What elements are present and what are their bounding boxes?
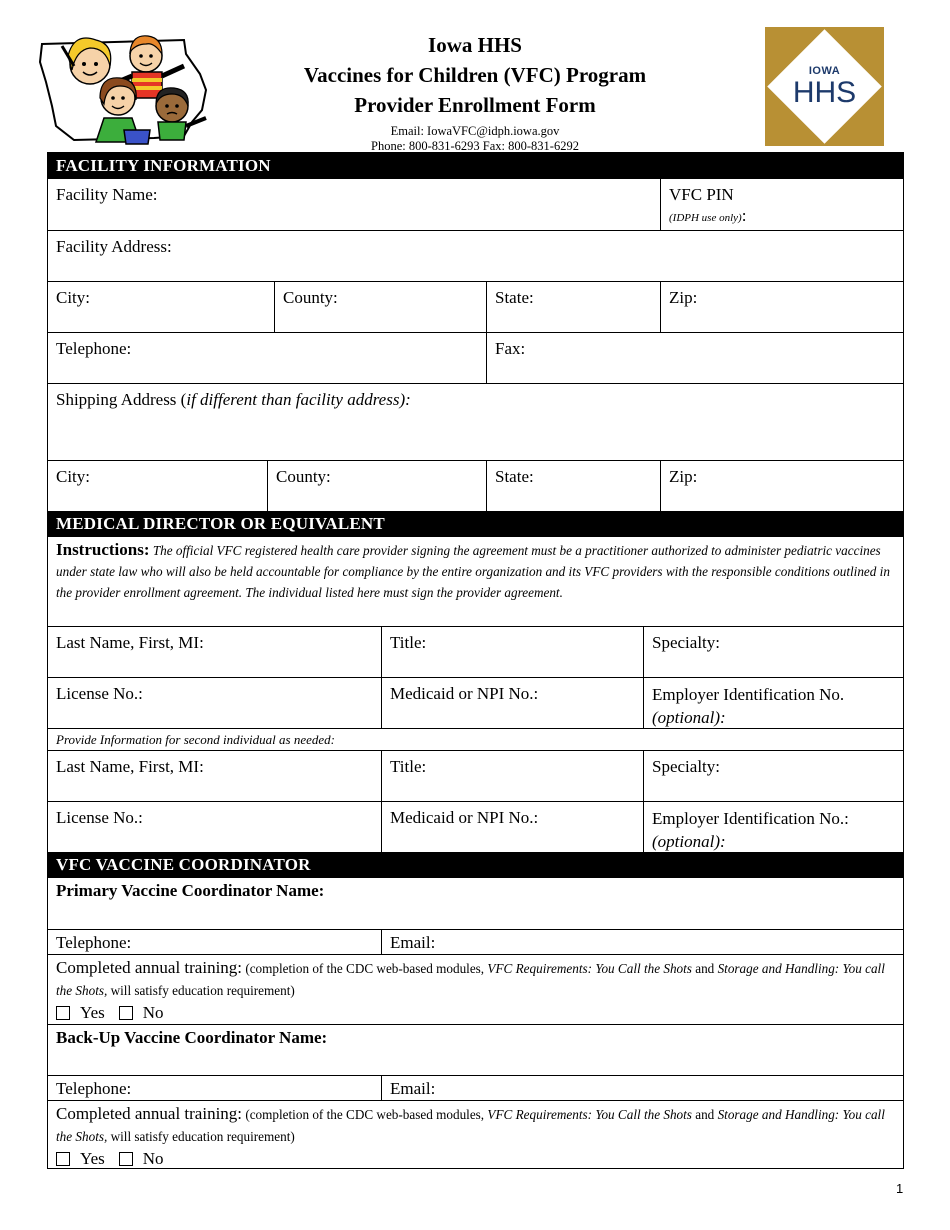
program-title: Vaccines for Children (VFC) Program — [303, 63, 647, 87]
primary-training-desc-e: will satisfy education requirement) — [107, 983, 295, 998]
facility-name-row — [48, 179, 903, 230]
vfc-pin-note: (IDPH use only) — [669, 212, 742, 224]
second-title-field[interactable] — [381, 751, 643, 801]
director-name-field[interactable] — [48, 627, 381, 677]
second-name-row — [48, 750, 903, 801]
instructions-label: Instructions: — [56, 540, 150, 559]
enrollment-form — [47, 152, 904, 1169]
primary-coordinator-field[interactable] — [48, 878, 903, 929]
program-agency-title: Iowa HHS — [428, 33, 522, 57]
director-license-field[interactable] — [48, 678, 381, 728]
primary-contact-row — [48, 929, 903, 954]
facility-phone-row — [48, 332, 903, 383]
primary-email-label: Email: — [390, 933, 436, 952]
shipping-zip-field[interactable] — [660, 461, 903, 511]
director-license-label: License No.: — [56, 684, 143, 703]
shipping-county-label: County: — [276, 467, 331, 486]
backup-training-desc-e: will satisfy education requirement) — [107, 1129, 295, 1144]
fax-label: Fax: — [495, 339, 526, 358]
form-header — [0, 0, 950, 152]
form-title: Provider Enrollment Form — [354, 93, 596, 117]
city-field[interactable] — [48, 282, 274, 332]
backup-training-yes-checkbox[interactable] — [56, 1152, 70, 1166]
county-label: County: — [283, 288, 338, 307]
primary-training-desc-c: and — [691, 961, 718, 976]
form-title-block — [250, 30, 700, 154]
contact-phone-fax: Phone: 800-831-6293 Fax: 800-831-6292 — [371, 139, 579, 153]
backup-coordinator-label: Back-Up Vaccine Coordinator Name: — [56, 1028, 328, 1047]
primary-training-yes-option[interactable] — [56, 1002, 105, 1023]
facility-name-field[interactable] — [48, 179, 660, 230]
director-title-label: Title: — [390, 633, 427, 652]
backup-training-yes-label: Yes — [80, 1149, 105, 1168]
director-employer-id-field[interactable] — [643, 678, 903, 728]
backup-training-no-checkbox[interactable] — [119, 1152, 133, 1166]
backup-training-desc-c: and — [691, 1107, 718, 1122]
primary-training-no-label: No — [142, 1003, 164, 1022]
contact-info — [250, 124, 700, 154]
second-license-row — [48, 801, 903, 852]
backup-telephone-field[interactable] — [48, 1076, 381, 1100]
primary-training-desc-b: VFC Requirements: You Call the Shots — [487, 961, 692, 976]
primary-training-field — [48, 955, 903, 1024]
second-medicaid-label: Medicaid or NPI No.: — [390, 808, 539, 827]
backup-training-no-option[interactable] — [119, 1148, 164, 1169]
backup-training-text — [56, 1103, 895, 1147]
shipping-address-note: if different than facility address): — [186, 390, 411, 409]
telephone-field[interactable] — [48, 333, 486, 383]
shipping-city-field[interactable] — [48, 461, 267, 511]
director-medicaid-field[interactable] — [381, 678, 643, 728]
primary-coordinator-row — [48, 878, 903, 929]
director-name-row — [48, 626, 903, 677]
page-number: 1 — [896, 1181, 904, 1196]
facility-address-label: Facility Address: — [56, 237, 172, 256]
second-specialty-label: Specialty: — [652, 757, 720, 776]
second-individual-note: Provide Information for second individual as needed: — [56, 732, 335, 747]
facility-city-row — [48, 281, 903, 332]
kids-illustration-icon — [34, 26, 216, 148]
primary-training-no-checkbox[interactable] — [119, 1006, 133, 1020]
primary-training-row — [48, 954, 903, 1024]
zip-label: Zip: — [669, 288, 698, 307]
primary-training-label: Completed annual training: — [56, 958, 243, 977]
director-employer-id-optional: (optional): — [652, 708, 726, 727]
primary-training-desc-d: Storage and Handling: You call the Shots, — [56, 961, 885, 998]
shipping-state-label: State: — [495, 467, 534, 486]
vfc-pin-field[interactable] — [660, 179, 903, 230]
primary-training-yes-label: Yes — [80, 1003, 105, 1022]
shipping-address-label: Shipping Address ( — [56, 390, 187, 409]
backup-training-desc-a: (completion of the CDC web-based modules, — [242, 1107, 488, 1122]
second-employer-id-label: Employer Identification No.: — [652, 809, 849, 828]
primary-telephone-field[interactable] — [48, 930, 381, 954]
vfc-pin-label: VFC PIN — [669, 185, 734, 204]
shipping-address-row — [48, 383, 903, 460]
shipping-address-field[interactable] — [48, 384, 903, 460]
director-employer-id-label: Employer Identification No. — [652, 685, 845, 704]
instructions-text — [48, 537, 903, 626]
contact-email: Email: IowaVFC@idph.iowa.gov — [390, 124, 560, 138]
hhs-logo-iowa-text: IOWA — [808, 65, 841, 77]
state-field[interactable] — [486, 282, 660, 332]
backup-training-no-label: No — [142, 1149, 164, 1168]
backup-telephone-label: Telephone: — [56, 1079, 132, 1098]
shipping-state-field[interactable] — [486, 461, 660, 511]
shipping-zip-label: Zip: — [669, 467, 698, 486]
backup-training-desc-b: VFC Requirements: You Call the Shots — [487, 1107, 692, 1122]
second-name-label: Last Name, First, MI: — [56, 757, 204, 776]
second-name-field[interactable] — [48, 751, 381, 801]
primary-telephone-label: Telephone: — [56, 933, 132, 952]
backup-email-field[interactable] — [381, 1076, 903, 1100]
director-specialty-field[interactable] — [643, 627, 903, 677]
backup-coordinator-field[interactable] — [48, 1025, 903, 1075]
section-heading-facility: FACILITY INFORMATION — [48, 153, 903, 179]
section-heading-coordinator: VFC VACCINE COORDINATOR — [48, 852, 903, 878]
primary-training-no-option[interactable] — [119, 1002, 164, 1023]
backup-training-row — [48, 1100, 903, 1168]
primary-email-field[interactable] — [381, 930, 903, 954]
second-title-label: Title: — [390, 757, 427, 776]
director-title-field[interactable] — [381, 627, 643, 677]
director-license-row — [48, 677, 903, 728]
zip-field[interactable] — [660, 282, 903, 332]
fax-field[interactable] — [486, 333, 903, 383]
section-heading-medical-director: MEDICAL DIRECTOR OR EQUIVALENT — [48, 511, 903, 537]
county-field[interactable] — [274, 282, 486, 332]
second-specialty-field[interactable] — [643, 751, 903, 801]
facility-name-label: Facility Name: — [56, 185, 158, 204]
backup-training-field — [48, 1101, 903, 1168]
backup-coordinator-row — [48, 1024, 903, 1075]
telephone-label: Telephone: — [56, 339, 132, 358]
director-name-label: Last Name, First, MI: — [56, 633, 204, 652]
facility-address-row — [48, 230, 903, 281]
second-individual-note-row — [48, 728, 903, 750]
shipping-city-row — [48, 460, 903, 511]
shipping-city-label: City: — [56, 467, 91, 486]
backup-contact-row — [48, 1075, 903, 1100]
backup-email-label: Email: — [390, 1079, 436, 1098]
hhs-logo-main-text: HHS — [792, 76, 857, 109]
second-employer-id-field[interactable] — [643, 802, 903, 852]
state-label: State: — [495, 288, 534, 307]
facility-address-field[interactable] — [48, 231, 903, 281]
primary-training-yes-checkbox[interactable] — [56, 1006, 70, 1020]
vfc-kids-logo — [34, 26, 216, 148]
backup-training-desc-d: Storage and Handling: You call the Shots, — [56, 1107, 885, 1144]
director-medicaid-label: Medicaid or NPI No.: — [390, 684, 539, 703]
second-license-field[interactable] — [48, 802, 381, 852]
backup-training-label: Completed annual training: — [56, 1104, 243, 1123]
iowa-hhs-logo — [765, 27, 884, 146]
city-label: City: — [56, 288, 91, 307]
primary-training-desc-a: (completion of the CDC web-based modules, — [242, 961, 488, 976]
primary-training-text — [56, 957, 895, 1001]
vfc-pin-colon: : — [741, 206, 747, 225]
second-medicaid-field[interactable] — [381, 802, 643, 852]
director-specialty-label: Specialty: — [652, 633, 720, 652]
primary-training-options — [56, 1002, 895, 1023]
backup-training-options — [56, 1148, 895, 1169]
shipping-county-field[interactable] — [267, 461, 486, 511]
second-employer-id-optional: (optional): — [652, 832, 726, 851]
second-license-label: License No.: — [56, 808, 143, 827]
primary-coordinator-label: Primary Vaccine Coordinator Name: — [56, 881, 325, 900]
backup-training-yes-option[interactable] — [56, 1148, 105, 1169]
instructions-row — [48, 537, 903, 626]
instructions-body: The official VFC registered health care provider signing the agreement must be a practitioner authorized to administer pediatric vaccines under state law who will also be held accountable for compliance by the entire organization and its VFC providers with the responsible conditions outlined in the provider enrollment agreement. The individual listed here must sign the provider agreement. — [56, 543, 890, 600]
